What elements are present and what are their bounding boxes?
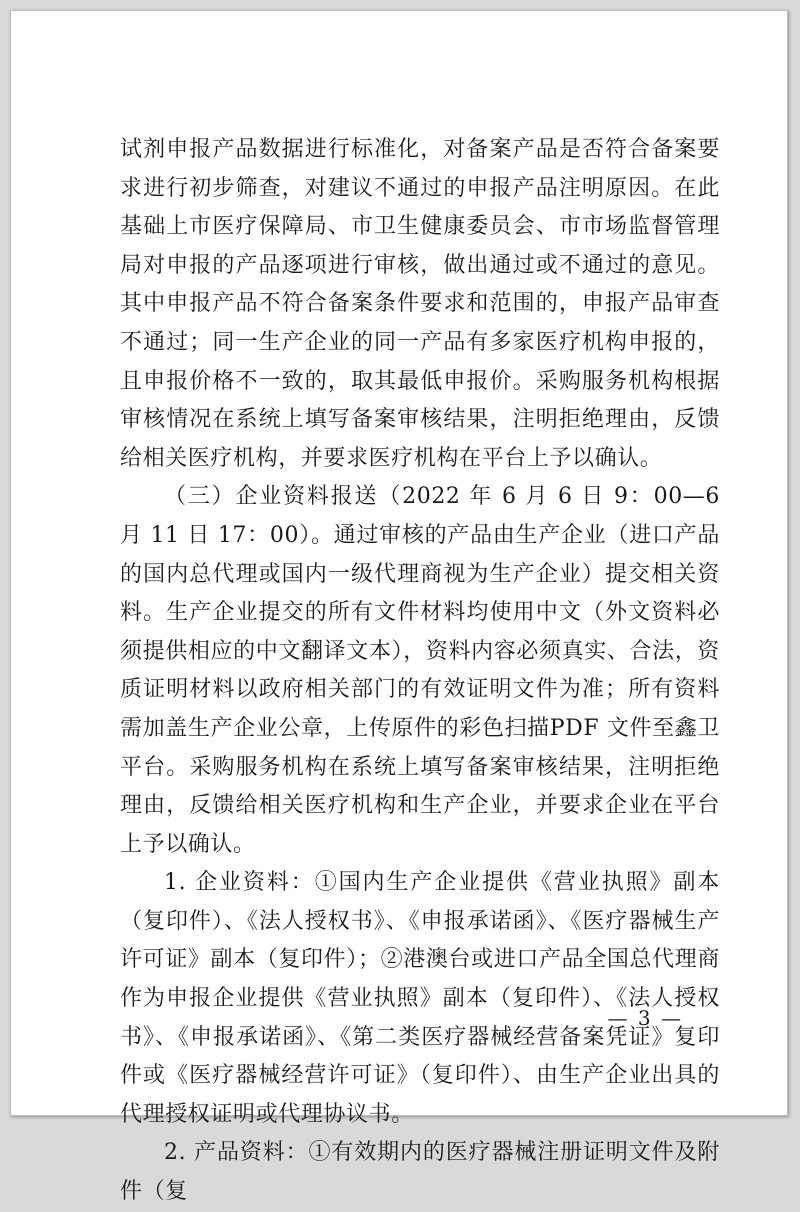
paragraph-product-documents: 2. 产品资料：①有效期内的医疗器械注册证明文件及附件（复 [120, 1140, 720, 1205]
paragraph-company-materials-submission: （三）企业资料报送（2022 年 6 月 6 日 9：00—6 月 11 日 17：00）。通过审核的产品由生产企业（进口产品的国内总代理或国内一级代理商视为生产企业）提交相关资料。生产企业提交的所有文件材料均使用中文（外文资料必须提供相应的中文翻译文本），资料内容必须真实、合法，资质证明材料以政府相关部门的有效证明文件为准；所有资料需加盖生产企业公章，上传原件的彩色扫描PDF 文件至鑫卫平台。采购服务机构在系统上填写备案审核结果，注明拒绝理由，反馈给相关医疗机构和生产企业，并要求企业在平台上予以确认。 [120, 484, 720, 857]
document-page [10, 10, 788, 1205]
paragraph-review-continued: 试剂申报产品数据进行标准化，对备案产品是否符合备案要求进行初步筛查，对建议不通过的申报产品注明原因。在此基础上市医疗保障局、市卫生健康委员会、市市场监督管理局对申报的产品逐项进行审核，做出通过或不通过的意见。其中申报产品不符合备案条件要求和范围的，申报产品审查不通过；同一生产企业的同一产品有多家医疗机构申报的，且申报价格不一致的，取其最低申报价。采购服务机构根据审核情况在系统上填写备案审核结果，注明拒绝理由，反馈给相关医疗机构，并要求医疗机构在平台上予以确认。 [120, 137, 720, 471]
paragraph-company-documents: 1. 企业资料：①国内生产企业提供《营业执照》副本（复印件）、《法人授权书》、《申报承诺函》、《医疗器械生产许可证》副本（复印件）；②港澳台或进口产品全国总代理商作为申报企业提供《营业执照》副本（复印件）、《法人授权书》、《申报承诺函》、《第二类医疗器械经营备案凭证》复印件或《医疗器械经营许可证》（复印件）、由生产企业出具的代理授权证明或代理协议书。 [120, 870, 720, 1127]
document-body [120, 131, 720, 1212]
page-number: — 3 — [607, 1006, 683, 1030]
